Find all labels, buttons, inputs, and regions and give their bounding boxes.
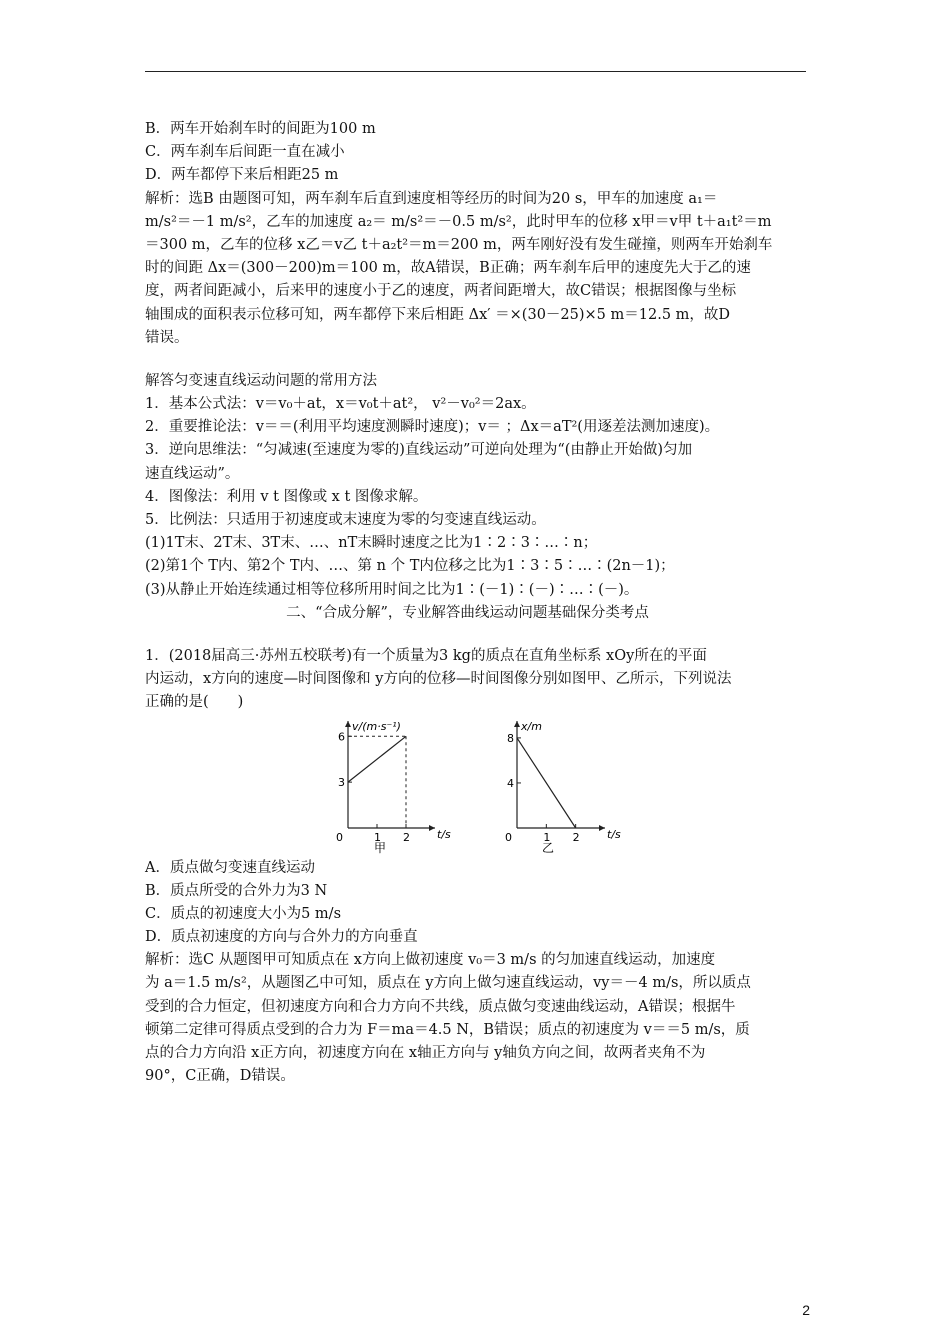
chart-1-caption: 甲 <box>374 840 387 855</box>
chart-1-ylabel: v/(m·s⁻¹) <box>352 719 401 733</box>
chart-2-y-tick-label: 8 <box>507 731 514 745</box>
prev-option-d: D．两车都停下来后相距25 m <box>145 167 339 184</box>
question-option-a: A．质点做匀变速直线运动 <box>145 859 315 876</box>
chart-1-y-tick-label: 3 <box>338 775 345 789</box>
chart-2-x-tick-label: 1 <box>543 830 551 844</box>
chart-2-xlabel: t/s <box>607 827 621 841</box>
question-option-b: B．质点所受的合外力为3 N <box>145 882 328 899</box>
prev-analysis-line: 时的间距 Δx＝(300－200)m＝100 m，故A错误，B正确；两车刹车后甲的速度先大于乙的速 <box>145 260 751 277</box>
method-item: 速直线运动”。 <box>145 465 240 482</box>
method-item: (2)第1个 T内、第2个 T内、…、第 n 个 T内位移之比为1∶3∶5∶…∶(2n－1)； <box>145 558 675 575</box>
method-item: 4．图像法：利用 v t 图像或 x t 图像求解。 <box>145 488 428 505</box>
chart-2-x-tick-label: 0 <box>505 830 512 844</box>
analysis-line: 顿第二定律可得质点受到的合力为 F＝ma＝4.5 N，B错误；质点的初速度为 v＝＝5 m/s，质 <box>145 1021 750 1038</box>
analysis-line: 90°，C正确，D错误。 <box>145 1068 295 1085</box>
question-stem-line: 内运动，x方向的速度—时间图像和 y方向的位移—时间图像分别如图甲、乙所示，下列说法 <box>145 671 732 688</box>
chart-2-x-tick-label: 2 <box>572 830 580 844</box>
chart-1-series-line <box>348 736 406 782</box>
methods-title: 解答匀变速直线运动问题的常用方法 <box>145 372 377 389</box>
question-stem-line: 正确的是( ) <box>145 694 244 711</box>
prev-analysis-line: ＝300 m，乙车的位移 x乙＝v乙 t＋a₂t²＝m＝200 m，两车刚好没有发生碰撞，则两车开始刹车 <box>145 236 773 253</box>
prev-option-c: C．两车刹车后间距一直在减小 <box>145 144 345 161</box>
chart-1-y-arrow <box>345 721 351 727</box>
chart-1-x-tick-label: 1 <box>374 830 381 844</box>
method-item: 1．基本公式法：v＝v₀＋at，x＝v₀t＋at²， v²－v₀²＝2ax。 <box>145 396 536 413</box>
chart-1-xlabel: t/s <box>437 827 451 841</box>
chart-1-y-tick-label: 6 <box>338 729 345 743</box>
chart-2-x-arrow <box>599 825 605 831</box>
question-option-c: C．质点的初速度大小为5 m/s <box>145 905 342 922</box>
page-content <box>145 118 810 1088</box>
prev-analysis-line: 解析：选B 由题图可知，两车刹车后直到速度相等经历的时间为20 s，甲车的加速度 a₁＝ <box>145 190 718 207</box>
prev-analysis-line: 轴围成的面积表示位移可知，两车都停下来后相距 Δx′ ＝×(30－25)×5 m＝12.5 m，故D <box>145 306 731 323</box>
header-rule <box>145 71 806 72</box>
chart-2-series-line <box>517 737 576 827</box>
method-item: 5．比例法：只适用于初速度或末速度为零的匀变速直线运动。 <box>145 512 546 528</box>
chart-1-x-arrow <box>429 825 435 831</box>
question-option-d: D．质点初速度的方向与合外力的方向垂直 <box>145 929 418 946</box>
chart-2-caption: 乙 <box>542 840 555 855</box>
method-item: (3)从静止开始连续通过相等位移所用时间之比为1∶(－1)∶(－)∶…∶(－)。 <box>145 581 639 598</box>
prev-analysis-line: m/s²＝－1 m/s²，乙车的加速度 a₂＝ m/s²＝－0.5 m/s²，此时甲车的位移 x甲＝v甲 t＋a₁t²＝m <box>145 213 772 230</box>
motion-graphs <box>145 715 810 857</box>
prev-option-b: B．两车开始刹车时的间距为100 m <box>145 121 376 137</box>
prev-analysis-line: 错误。 <box>145 329 189 346</box>
page-number: 2 <box>802 1302 810 1318</box>
method-item: (1)1T末、2T末、3T末、…、nT末瞬时速度之比为1∶2∶3∶…∶n； <box>145 535 598 552</box>
analysis-line: 点的合力方向沿 x正方向，初速度方向在 x轴正方向与 y轴负方向之间，故两者夹角不为 <box>145 1045 706 1061</box>
question-stem-line: 1．(2018届高三·苏州五校联考)有一个质量为3 kg的质点在直角坐标系 xOy所在的平面 <box>145 647 707 664</box>
chart-2-y-tick-label: 4 <box>507 776 514 790</box>
chart-1-x-tick-label: 2 <box>403 830 410 844</box>
chart-2-ylabel: x/m <box>521 719 542 733</box>
analysis-line: 为 a＝1.5 m/s²，从题图乙中可知，质点在 y方向上做匀速直线运动，vy＝－4 m/s，所以质点 <box>145 975 751 992</box>
section-heading: 二、“合成分解”，专业解答曲线运动问题基础保分类考点 <box>286 604 649 621</box>
method-item: 3．逆向思维法：“匀减速(至速度为零的)直线运动”可逆向处理为“(由静止开始做)匀加 <box>145 442 693 459</box>
chart-1-x-tick-label: 0 <box>336 830 343 844</box>
analysis-line: 受到的合力恒定，但初速度方向和合力方向不共线，质点做匀变速曲线运动，A错误；根据牛 <box>145 998 736 1015</box>
chart-2-y-arrow <box>514 721 520 727</box>
prev-analysis-line: 度，两者间距减小，后来甲的速度小于乙的速度，两者间距增大，故C错误；根据图像与坐标 <box>145 283 737 300</box>
figure-area <box>145 715 810 857</box>
method-item: 2．重要推论法：v＝＝(利用平均速度测瞬时速度)；v＝ ；Δx＝aT²(用逐差法测加速度)。 <box>145 419 720 436</box>
analysis-line: 解析：选C 从题图甲可知质点在 x方向上做初速度 v₀＝3 m/s 的匀加速直线运动，加速度 <box>145 952 716 969</box>
